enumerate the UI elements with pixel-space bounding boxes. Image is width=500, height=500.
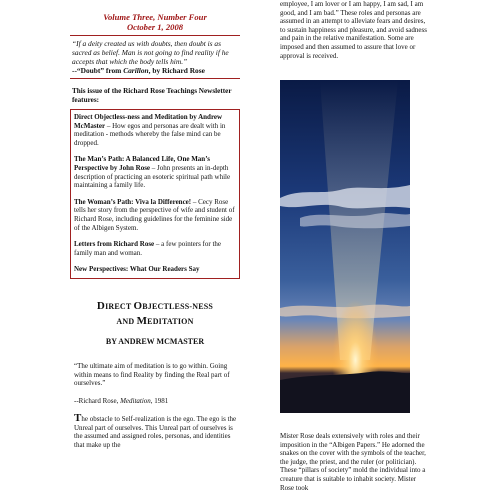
- epigraph-source: --Richard Rose, Meditation, 1981: [74, 396, 169, 405]
- article-epigraph: “The ultimate aim of meditation is to go within. Going within means to find Reality by finding the Real part of ourselves.”: [74, 361, 230, 388]
- issue-date: October 1, 2008: [126, 22, 184, 32]
- feature-title: Letters from Richard Rose: [74, 240, 155, 249]
- feature-title: New Perspectives: What Our Readers Say: [74, 265, 200, 274]
- feature-desc: – John presents an in-depth description of practicing an esoteric spiritual path while maintaining a family life.: [74, 163, 231, 190]
- quote-source-work: Carillon: [123, 66, 149, 75]
- feature-item: [74, 240, 236, 257]
- volume-header: [70, 12, 240, 32]
- quote-source: [72, 66, 240, 75]
- header-rule: [70, 35, 240, 36]
- features-box: [70, 109, 240, 279]
- quote-source-suffix: , by Richard Rose: [148, 66, 205, 75]
- right-column-top-text: employee, I am lover or I am happy, I am sad, I am good, and I am bad.” These roles and personas are assumed in an attempt to alleviate fears and desires, to sustain happiness and pleasure, and avoid sadness and pain in the relative manifestation. Some are imposed and then assumed to assure that love or approval is received.: [280, 0, 427, 60]
- feature-item: [74, 113, 236, 147]
- feature-desc: – How egos and personas are dealt with in meditation - methods whereby the false mind can be dropped.: [74, 121, 226, 147]
- feature-title: The Man’s Path: A Balanced Life, One Man’s Perspective by John Rose: [74, 155, 210, 172]
- sunset-photo: [280, 80, 410, 413]
- opening-quote: “If a deity created us with doubts, then doubt is as sacred as belief. Man is not going to find reality if he accepts that which the body tells him.”: [72, 39, 229, 66]
- issue-intro: This issue of the Richard Rose Teachings Newsletter features:: [72, 87, 232, 104]
- article-byline: BY ANDREW MCMASTER: [105, 336, 205, 346]
- volume-number: Volume Three, Number Four: [103, 12, 207, 22]
- feature-item: [74, 265, 236, 274]
- right-column-bottom-text: Mister Rose deals extensively with roles and their imposition in the “Albigen Papers.” He adorned the snakes on the cover with the symbols of the teacher, the judge, the priest, and the ruler (or politician). These “pillars of society” mold the individual into a creature that is suitable to inhabit society. Mister Rose took: [280, 432, 426, 492]
- article-body: The obstacle to Self-realization is the ego. The ego is the Unreal part of ourselves. This Unreal part of ourselves is the assumed and assigned roles, personas, and identities that make up the: [74, 412, 237, 450]
- feature-item: [74, 155, 236, 189]
- feature-item: [74, 198, 236, 232]
- left-column: [70, 0, 240, 450]
- feature-title: Direct Objectless-ness and Meditation by Andrew McMaster: [74, 113, 223, 130]
- feature-desc: – Cecy Rose tells her story from the perspective of wife and student of Richard Rose, including guidelines for the feminine side of the Albigen System.: [74, 197, 235, 232]
- quote-source-prefix: --“Doubt” from: [72, 66, 124, 75]
- feature-desc: – a few pointers for the family man and woman.: [74, 240, 222, 257]
- quote-rule: [70, 78, 240, 79]
- article-title: DIRECT OBJECTLESS-NESS AND MEDITATION: [96, 299, 214, 327]
- feature-title: The Woman’s Path: Viva la Difference!: [74, 197, 192, 206]
